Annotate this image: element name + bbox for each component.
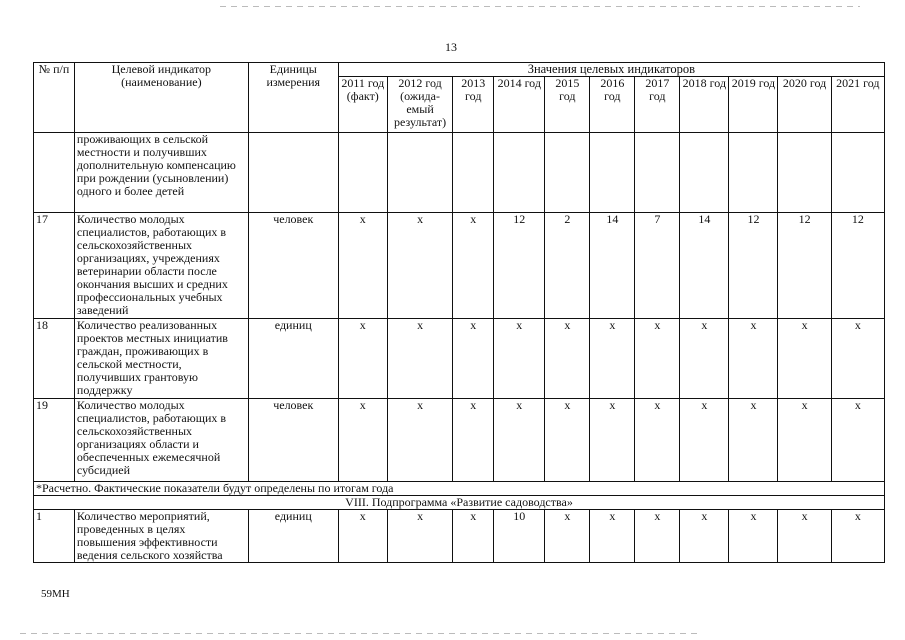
value-cell xyxy=(778,133,831,213)
year-header: 2016 год xyxy=(590,77,635,133)
value-cell: x xyxy=(680,510,729,563)
indicator-name: Количество реализованных проектов местных инициатив граждан, проживающих в сельской местности, получивших грантовую поддержку xyxy=(74,319,248,399)
value-cell: 12 xyxy=(831,213,884,319)
value-cell xyxy=(635,133,680,213)
value-cell: x xyxy=(453,399,494,482)
value-cell: x xyxy=(338,510,387,563)
section-row xyxy=(34,496,885,510)
value-cell: x xyxy=(729,399,778,482)
num-header: № п/п xyxy=(34,63,75,133)
value-cell: x xyxy=(635,319,680,399)
value-cell xyxy=(338,133,387,213)
value-cell: x xyxy=(338,319,387,399)
footer-code: 59МН xyxy=(41,588,70,600)
row-number: 19 xyxy=(34,399,75,482)
value-cell: x xyxy=(387,319,452,399)
indicator-name: Количество мероприятий, проведенных в целях повышения эффективности ведения сельского хозяйства xyxy=(74,510,248,563)
indicator-header: Целевой индикатор (наименование) xyxy=(74,63,248,133)
indicator-name: Количество молодых специалистов, работающих в сельскохозяйственных организациях, учреждениях ветеринарии области после окончания высших и средних профессиональных учебных заведений xyxy=(74,213,248,319)
value-cell: x xyxy=(831,399,884,482)
unit-cell: единиц xyxy=(248,319,338,399)
value-cell xyxy=(494,133,545,213)
footnote: *Расчетно. Фактические показатели будут определены по итогам года xyxy=(34,482,885,496)
year-header: 2015 год xyxy=(545,77,590,133)
value-cell: x xyxy=(680,319,729,399)
value-cell: 12 xyxy=(729,213,778,319)
year-header: 2011 год (факт) xyxy=(338,77,387,133)
header-row-1 xyxy=(34,63,885,77)
row-number: 17 xyxy=(34,213,75,319)
value-cell xyxy=(590,133,635,213)
value-cell xyxy=(680,133,729,213)
value-cell: x xyxy=(338,213,387,319)
value-cell: x xyxy=(545,319,590,399)
section-title: VIII. Подпрограмма «Развитие садоводства» xyxy=(34,496,885,510)
value-cell: x xyxy=(453,213,494,319)
value-cell: x xyxy=(778,319,831,399)
year-header: 2021 год xyxy=(831,77,884,133)
value-cell xyxy=(453,133,494,213)
value-cell: x xyxy=(590,399,635,482)
scan-noise-bottom xyxy=(20,633,700,634)
value-cell: 12 xyxy=(494,213,545,319)
unit-header: Единицы измерения xyxy=(248,63,338,133)
value-cell: 12 xyxy=(778,213,831,319)
value-cell: x xyxy=(729,510,778,563)
table-row xyxy=(34,133,885,213)
value-cell: x xyxy=(590,319,635,399)
value-cell: x xyxy=(635,399,680,482)
value-cell: x xyxy=(387,510,452,563)
page-number: 13 xyxy=(445,40,457,54)
value-cell: 14 xyxy=(680,213,729,319)
value-cell: x xyxy=(494,319,545,399)
value-cell: x xyxy=(338,399,387,482)
value-cell xyxy=(831,133,884,213)
year-header: 2014 год xyxy=(494,77,545,133)
value-cell: x xyxy=(778,510,831,563)
table-row xyxy=(34,399,885,482)
year-header: 2018 год xyxy=(680,77,729,133)
year-header: 2017 год xyxy=(635,77,680,133)
scan-noise-top xyxy=(220,6,860,7)
value-cell: x xyxy=(494,399,545,482)
value-cell: 10 xyxy=(494,510,545,563)
unit-cell xyxy=(248,133,338,213)
values-header: Значения целевых индикаторов xyxy=(338,63,884,77)
year-header: 2020 год xyxy=(778,77,831,133)
table-row xyxy=(34,510,885,563)
value-cell: x xyxy=(545,510,590,563)
table-row xyxy=(34,319,885,399)
value-cell: 2 xyxy=(545,213,590,319)
value-cell: 14 xyxy=(590,213,635,319)
year-header: 2013 год xyxy=(453,77,494,133)
unit-cell: человек xyxy=(248,213,338,319)
value-cell: x xyxy=(453,510,494,563)
value-cell: x xyxy=(635,510,680,563)
unit-cell: человек xyxy=(248,399,338,482)
note-row xyxy=(34,482,885,496)
value-cell xyxy=(387,133,452,213)
value-cell: x xyxy=(387,399,452,482)
value-cell: x xyxy=(729,319,778,399)
value-cell: x xyxy=(590,510,635,563)
value-cell: x xyxy=(453,319,494,399)
value-cell: x xyxy=(831,319,884,399)
row-number: 18 xyxy=(34,319,75,399)
table-row xyxy=(34,213,885,319)
value-cell: x xyxy=(778,399,831,482)
year-header: 2012 год (ожида-емый результат) xyxy=(387,77,452,133)
value-cell: x xyxy=(831,510,884,563)
year-header: 2019 год xyxy=(729,77,778,133)
value-cell: x xyxy=(387,213,452,319)
value-cell: 7 xyxy=(635,213,680,319)
indicator-name: проживающих в сельской местности и получивших дополнительную компенсацию при рождении (усыновлении) одного и более детей xyxy=(74,133,248,213)
indicators-table xyxy=(33,62,885,563)
row-number xyxy=(34,133,75,213)
value-cell xyxy=(545,133,590,213)
unit-cell: единиц xyxy=(248,510,338,563)
value-cell xyxy=(729,133,778,213)
value-cell: x xyxy=(680,399,729,482)
row-number: 1 xyxy=(34,510,75,563)
value-cell: x xyxy=(545,399,590,482)
indicator-name: Количество молодых специалистов, работающих в сельскохозяйственных организациях области и обеспеченных ежемесячной субсидией xyxy=(74,399,248,482)
